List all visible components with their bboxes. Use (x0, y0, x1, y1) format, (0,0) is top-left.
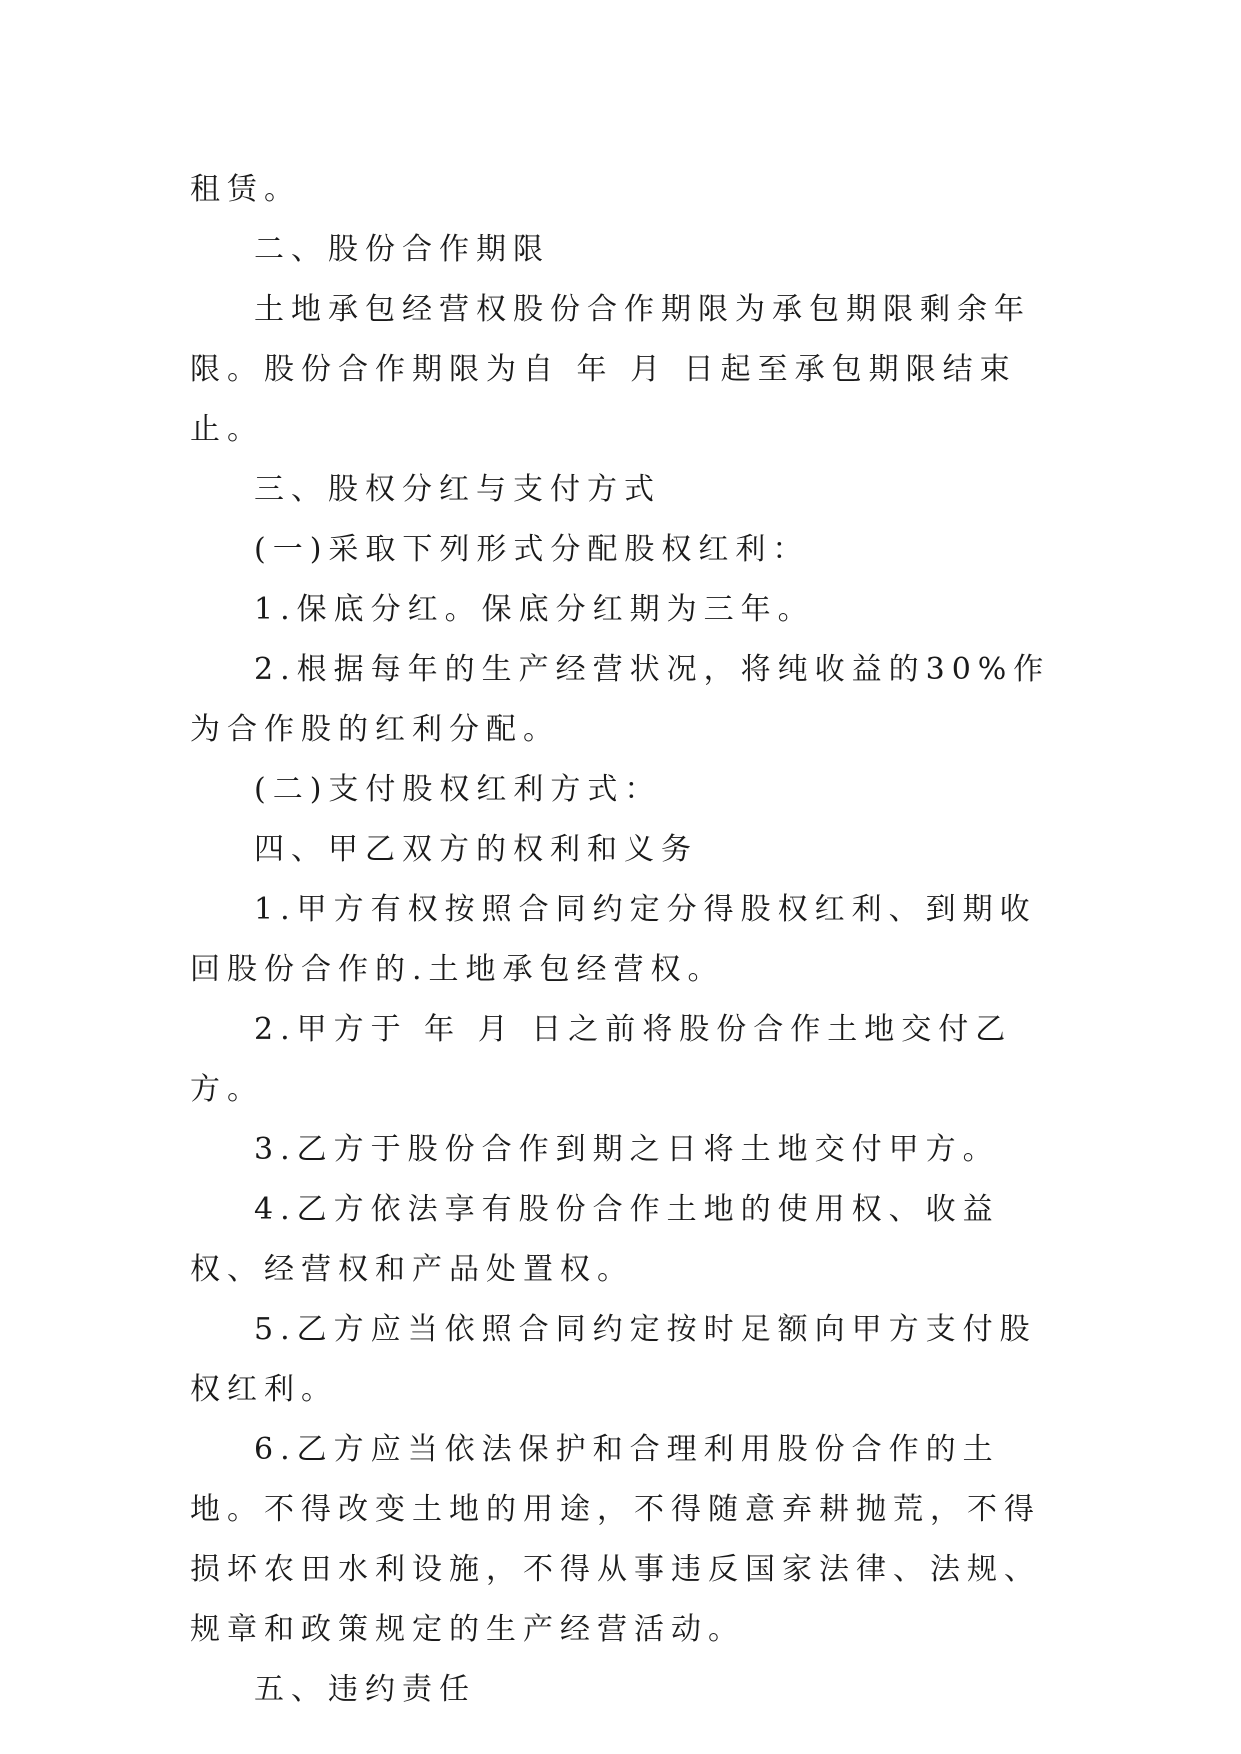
section-heading-cooperation-term: 二、股份合作期限 (254, 232, 550, 267)
list-item-guaranteed-dividend: 1.保底分红。保底分红期为三年。 (254, 592, 815, 627)
list-item-net-income-dividend: 2.根据每年的生产经营状况，将纯收益的30%作为合作股的红利分配。 (190, 652, 1051, 747)
list-item-party-a-delivery: 2.甲方于 年 月 日之前将股份合作土地交付乙方。 (190, 1012, 1013, 1107)
list-item-party-b-land-protection: 6.乙方应当依法保护和合理利用股份合作的土地。不得改变土地的用途，不得随意弃耕抛荒，不得损坏农田水利设施，不得从事违反国家法律、法规、规章和政策规定的生产经营活动。 (190, 1432, 1041, 1647)
paragraph-continuation: 租赁。 (190, 172, 301, 207)
section-heading-breach-liability: 五、违约责任 (254, 1672, 476, 1707)
list-item-party-b-return: 3.乙方于股份合作到期之日将土地交付甲方。 (254, 1132, 1000, 1167)
list-item-party-a-rights: 1.甲方有权按照合同约定分得股权红利、到期收回股份合作的.土地承包经营权。 (190, 892, 1037, 987)
subheading-payment-method: (二)支付股权红利方式： (254, 772, 662, 807)
list-item-party-b-rights: 4.乙方依法享有股份合作土地的使用权、收益权、经营权和产品处置权。 (190, 1192, 1000, 1287)
paragraph-cooperation-term: 土地承包经营权股份合作期限为承包期限剩余年限。股份合作期限为自 年 月 日起至承包期限结束止。 (190, 292, 1031, 447)
subheading-dividend-forms: (一)采取下列形式分配股权红利： (254, 532, 810, 567)
section-heading-dividend-payment: 三、股权分红与支付方式 (254, 472, 661, 507)
section-heading-rights-obligations: 四、甲乙双方的权利和义务 (254, 832, 698, 867)
document-body (190, 160, 1060, 1720)
list-item-party-b-payment: 5.乙方应当依照合同约定按时足额向甲方支付股权红利。 (190, 1312, 1037, 1407)
